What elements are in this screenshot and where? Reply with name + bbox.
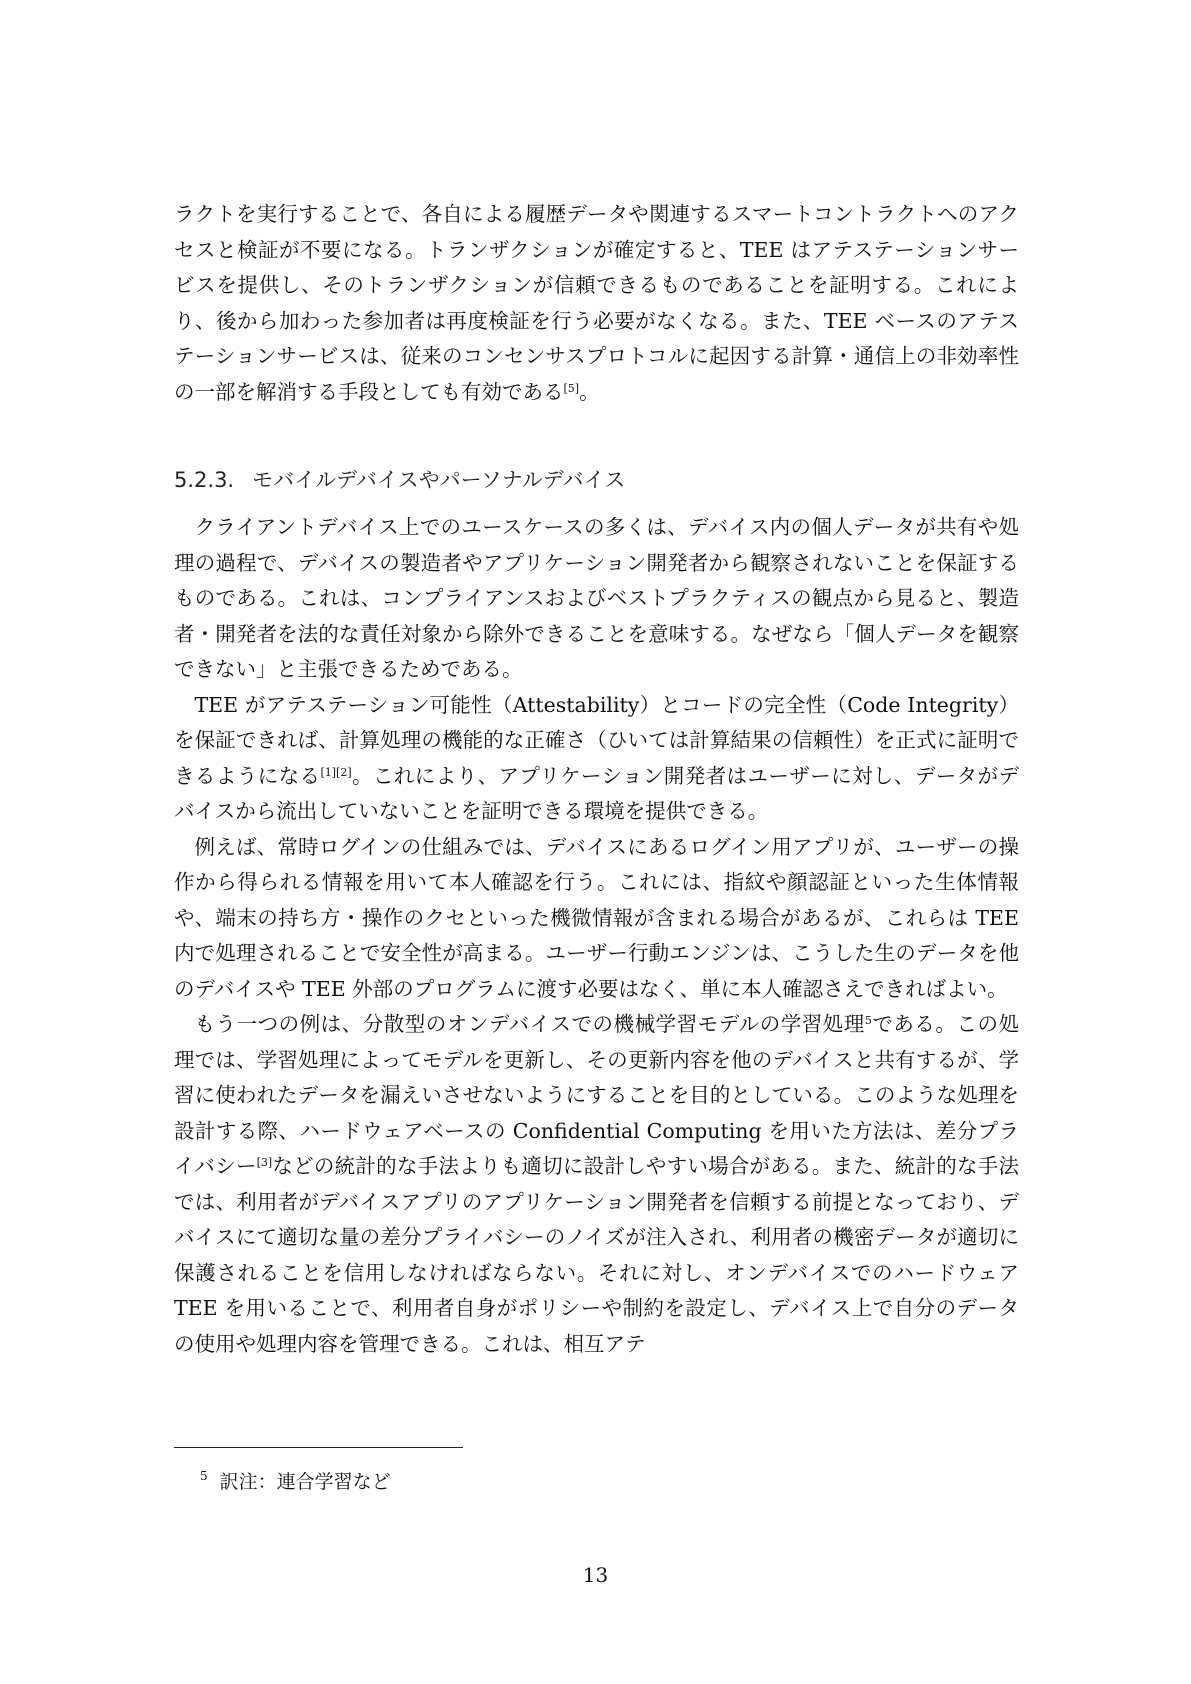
paragraph-2 <box>174 688 1019 830</box>
citation-ref: [5] <box>563 381 580 395</box>
section-body <box>174 510 1019 1362</box>
paragraph-4-text: もう一つの例は、分散型のオンデバイスでの機械学習モデルの学習処理 <box>194 1012 865 1036</box>
footnote-ref: 5 <box>864 1014 872 1027</box>
section-heading <box>174 463 625 498</box>
section-number: 5.2.3. <box>174 468 235 492</box>
footnote-text: 訳注：連合学習など <box>219 1471 391 1493</box>
intro-paragraph <box>174 197 1019 410</box>
intro-text-end: 。 <box>579 379 600 404</box>
footnote-mark: 5 <box>200 1469 208 1483</box>
citation-ref: [3] <box>256 1156 273 1169</box>
footnote-divider <box>174 1447 463 1448</box>
paragraph-2-text: TEE がアテステーション可能性（Attestability）とコードの完全性（Code Integrity）を保証できれば、計算処理の機能的な正確さ（ひいては計算結果の信頼性）を正式に証明できるようになる <box>174 692 1019 788</box>
footnote <box>200 1461 391 1497</box>
paragraph-4-text-mid: である。この処理では、学習処理によってモデルを更新し、その更新内容を他のデバイスと共有するが、学習に使われたデータを漏えいさせないようにすることを目的としている。このような処理を設計する際、ハードウェアベースの Confidential Computing を用いた方法は、差分プライバシー <box>174 1012 1019 1178</box>
citation-ref: [1][2] <box>320 765 352 779</box>
section-title: モバイルデバイスやパーソナルデバイス <box>252 468 626 492</box>
page-number: 13 <box>582 1563 609 1587</box>
paragraph-4-text-end: などの統計的な手法よりも適切に設計しやすい場合がある。また、統計的な手法では、利用者がデバイスアプリのアプリケーション開発者を信頼する前提となっており、デバイスにて適切な量の差分プライバシーのノイズが注入され、利用者の機密データが適切に保護されることを信用しなければならない。それに対し、オンデバイスでのハードウェア TEE を用いることで、利用者自身がポリシーや制約を設定し、デバイス上で自分のデータの使用や処理内容を管理できる。これは、相互アテ <box>174 1154 1020 1356</box>
paragraph-1: クライアントデバイス上でのユースケースの多くは、デバイス内の個人データが共有や処理の過程で、デバイスの製造者やアプリケーション開発者から観察されないことを保証するものである。これは、コンプライアンスおよびベストプラクティスの観点から見ると、製造者・開発者を法的な責任対象から除外できることを意味する。なぜなら「個人データを観察できない」と主張できるためである。 <box>174 515 1019 681</box>
paragraph-2-text-end: 。これにより、アプリケーション開発者はユーザーに対し、データがデバイスから流出していないことを証明できる環境を提供できる。 <box>174 763 1020 823</box>
paragraph-4 <box>174 1007 1019 1362</box>
intro-text: ラクトを実行することで、各自による履歴データや関連するスマートコントラクトへのアクセスと検証が不要になる。トランザクションが確定すると、TEE はアテステーションサービスを提供し、そのトランザクションが信頼できるものであることを証明する。これにより、後から加わった参加者は再度検証を行う必要がなくなる。また、TEE ベースのアテステーションサービスは、従来のコンセンサスプロトコルに起因する計算・通信上の非効率性の一部を解消する手段としても有効である <box>174 202 1019 404</box>
paragraph-3: 例えば、常時ログインの仕組みでは、デバイスにあるログイン用アプリが、ユーザーの操作から得られる情報を用いて本人確認を行う。これには、指紋や顔認証といった生体情報や、端末の持ち方・操作のクセといった機微情報が含まれる場合があるが、これらは TEE 内で処理されることで安全性が高まる。ユーザー行動エンジンは、こうした生のデータを他のデバイスや TEE 外部のプログラムに渡す必要はなく、単に本人確認さえできればよい。 <box>174 834 1019 1001</box>
